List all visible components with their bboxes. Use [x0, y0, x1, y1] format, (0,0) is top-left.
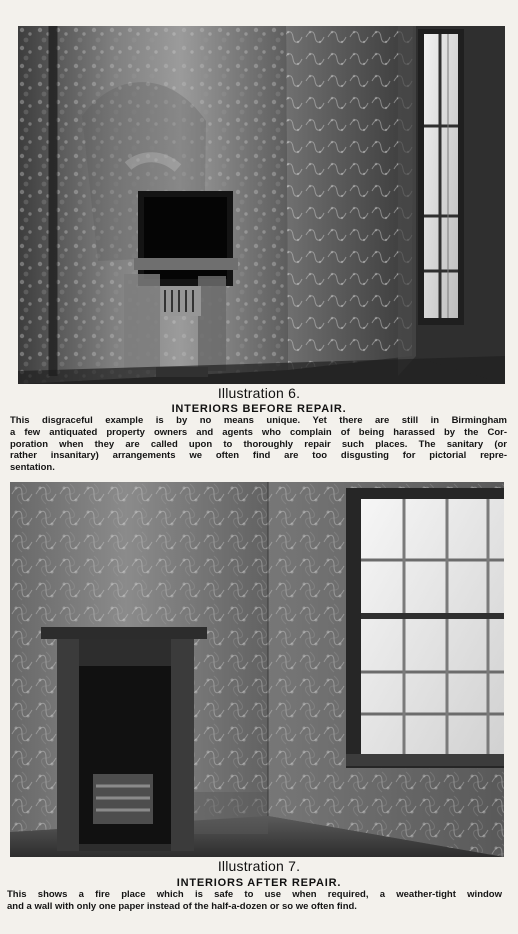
illustration-7-description	[7, 889, 502, 913]
illustration-7-title: Illustration 7.	[217, 858, 301, 874]
interior-before-repair-image	[18, 26, 505, 384]
illustration-6-photo	[18, 26, 505, 384]
illustration-6-description	[10, 415, 507, 474]
illustration-7-photo	[10, 482, 504, 857]
illustration-6-description-line: poration when they are called upon to thoroughly repair such places. The sanitary (or	[10, 438, 507, 450]
illustration-7-subtitle: INTERIORS AFTER REPAIR.	[176, 877, 342, 889]
illustration-6-description-line: rather insanitary) arrangements we often find are too disgusting for pictorial repre-	[10, 450, 507, 462]
illustration-7-description-line: and a wall with only one paper instead of the half-a-dozen or so we often find.	[7, 900, 357, 912]
illustration-6-description-line: sentation.	[10, 462, 55, 474]
illustration-6-description-line: a few antiquated property owners and agents who complain of being harassed by the Cor-	[10, 426, 507, 438]
interior-after-repair-image	[10, 482, 504, 857]
illustration-6-title: Illustration 6.	[217, 385, 301, 401]
illustration-6-subtitle: INTERIORS BEFORE REPAIR.	[171, 403, 347, 415]
illustration-7-description-line: This shows a fire place which is safe to use when required, a weather-tight window	[7, 889, 502, 900]
illustration-6-description-line: This disgraceful example is by no means unique. Yet there are still in Birmingham	[10, 415, 507, 426]
